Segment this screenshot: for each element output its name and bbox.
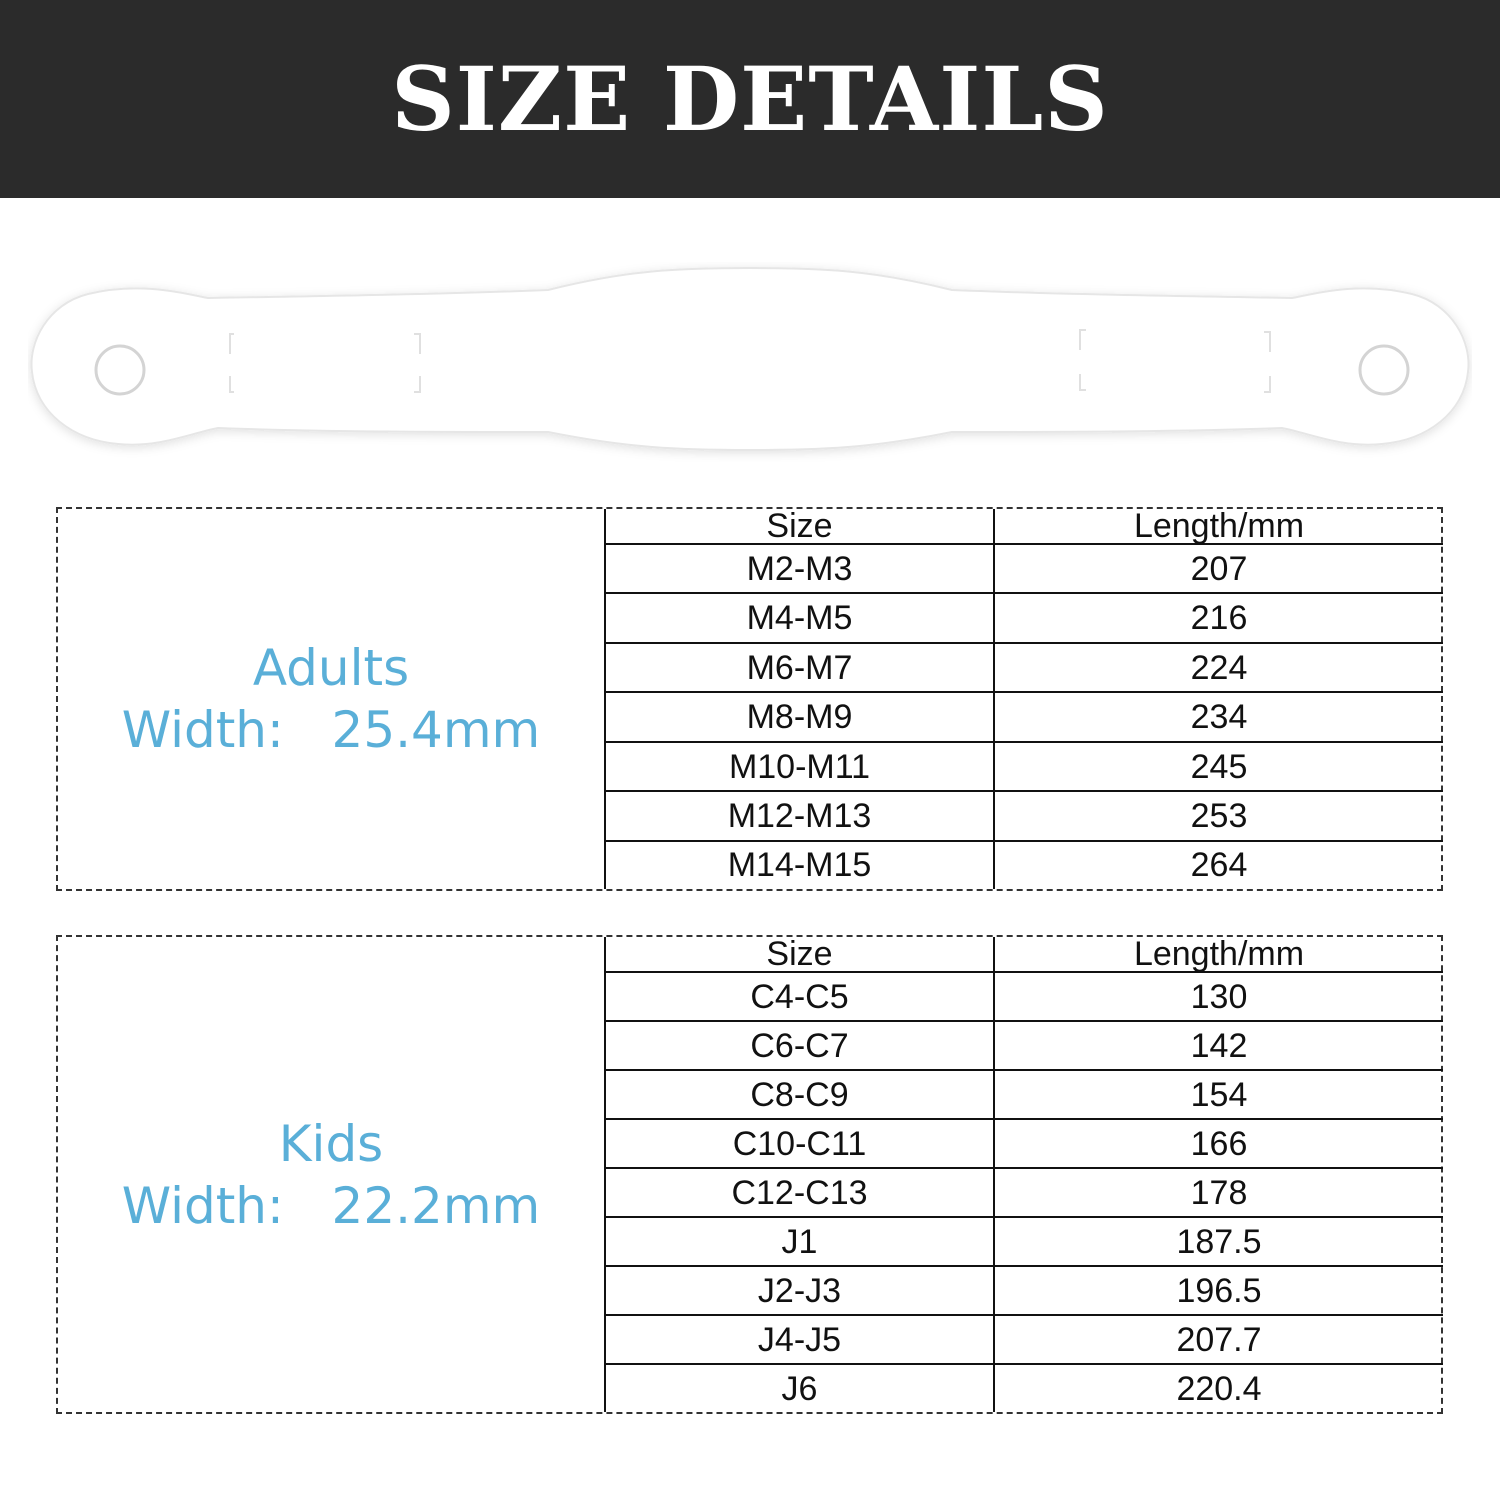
kids-group-name: Kids (278, 1114, 384, 1173)
strap-image (28, 262, 1472, 462)
table-row (605, 841, 1443, 889)
adults-label (58, 509, 604, 889)
size-column-header: Size (605, 509, 994, 544)
adults-panel (56, 507, 1443, 891)
size-cell: M4-M5 (605, 593, 994, 642)
table-row (605, 1315, 1443, 1364)
length-cell: 187.5 (994, 1217, 1443, 1266)
size-cell: M6-M7 (605, 643, 994, 692)
size-cell: C6-C7 (605, 1021, 994, 1070)
table-row (605, 972, 1443, 1021)
kids-width: Width: 22.2mm (121, 1176, 541, 1235)
length-cell: 264 (994, 841, 1443, 889)
size-column-header: Size (605, 937, 994, 972)
length-cell: 245 (994, 742, 1443, 791)
table-row (605, 742, 1443, 791)
table-header-row (605, 937, 1443, 972)
table-row (605, 1021, 1443, 1070)
length-column-header: Length/mm (994, 937, 1443, 972)
size-cell: J6 (605, 1364, 994, 1412)
length-column-header: Length/mm (994, 509, 1443, 544)
length-cell: 253 (994, 791, 1443, 840)
table-row (605, 1119, 1443, 1168)
table-row (605, 791, 1443, 840)
table-row (605, 544, 1443, 593)
length-cell: 142 (994, 1021, 1443, 1070)
length-cell: 207 (994, 544, 1443, 593)
length-cell: 216 (994, 593, 1443, 642)
size-cell: M12-M13 (605, 791, 994, 840)
size-cell: M10-M11 (605, 742, 994, 791)
size-cell: M2-M3 (605, 544, 994, 593)
adults-group-name: Adults (252, 639, 410, 697)
length-cell: 207.7 (994, 1315, 1443, 1364)
length-cell: 154 (994, 1070, 1443, 1119)
length-cell: 166 (994, 1119, 1443, 1168)
table-header-row (605, 509, 1443, 544)
size-cell: J4-J5 (605, 1315, 994, 1364)
table-row (605, 1217, 1443, 1266)
table-row (605, 593, 1443, 642)
adults-width: Width: 25.4mm (121, 701, 541, 759)
size-cell: M8-M9 (605, 692, 994, 741)
length-cell: 196.5 (994, 1266, 1443, 1315)
length-cell: 220.4 (994, 1364, 1443, 1412)
kids-size-table (604, 937, 1443, 1412)
size-cell: C12-C13 (605, 1168, 994, 1217)
length-cell: 224 (994, 643, 1443, 692)
size-cell: J2-J3 (605, 1266, 994, 1315)
title-banner (0, 0, 1500, 198)
length-cell: 234 (994, 692, 1443, 741)
size-cell: C8-C9 (605, 1070, 994, 1119)
size-cell: M14-M15 (605, 841, 994, 889)
table-row (605, 692, 1443, 741)
table-row (605, 1364, 1443, 1412)
kids-label (58, 937, 604, 1412)
table-row (605, 1168, 1443, 1217)
adults-size-table (604, 509, 1443, 889)
size-cell: C4-C5 (605, 972, 994, 1021)
length-cell: 178 (994, 1168, 1443, 1217)
size-cell: C10-C11 (605, 1119, 994, 1168)
length-cell: 130 (994, 972, 1443, 1021)
page-title: SIZE DETAILS (391, 47, 1109, 151)
table-row (605, 1266, 1443, 1315)
size-cell: J1 (605, 1217, 994, 1266)
table-row (605, 1070, 1443, 1119)
table-row (605, 643, 1443, 692)
kids-panel (56, 935, 1443, 1414)
